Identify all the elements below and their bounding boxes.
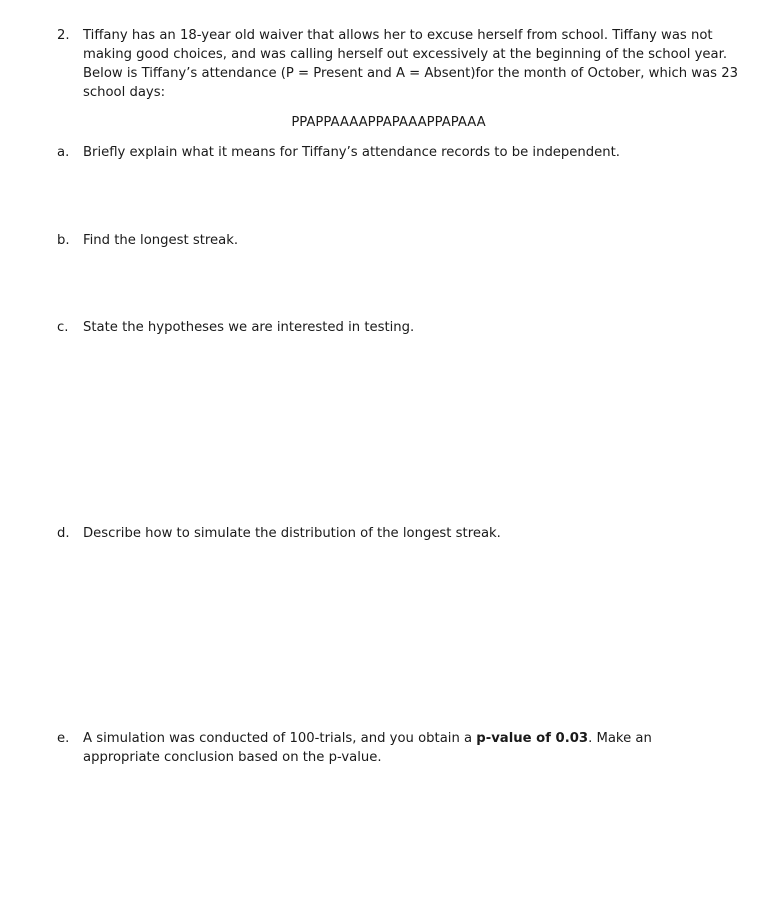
part-d-label: d.: [57, 526, 70, 541]
part-d-text: Describe how to simulate the distribution of the longest streak.: [83, 526, 501, 541]
part-b-label: b.: [57, 233, 70, 248]
part-c-text: State the hypotheses we are interested in testing.: [83, 320, 415, 335]
part-b-text: Find the longest streak.: [83, 233, 239, 248]
part-e-text-before: A simulation was conducted of 100-trials, and you obtain a: [83, 731, 477, 746]
part-a-label: a.: [57, 145, 70, 160]
question-prompt: Tiffany has an 18-year old waiver that allows her to excuse herself from school. Tiffany was not making good choices, and was calling herself out excessively at the beginning of the school year. Below is Tiffany’s attendance (P = Present and A = Absent)for the month of October, which was 23 school days:: [83, 28, 738, 100]
part-e-text: [83, 729, 683, 767]
attendance-sequence: PPAPPAAAAPPAPAAAPPAPAAA: [291, 115, 486, 130]
question-number: 2.: [57, 28, 70, 43]
part-a-text: Briefly explain what it means for Tiffany’s attendance records to be independent.: [83, 145, 620, 160]
part-e-text-after: . Make an appropriate conclusion based on the p-value.: [83, 731, 652, 765]
part-e-label: e.: [57, 731, 70, 746]
part-c-label: c.: [57, 320, 69, 335]
part-e-pvalue: p-value of 0.03: [476, 731, 589, 746]
